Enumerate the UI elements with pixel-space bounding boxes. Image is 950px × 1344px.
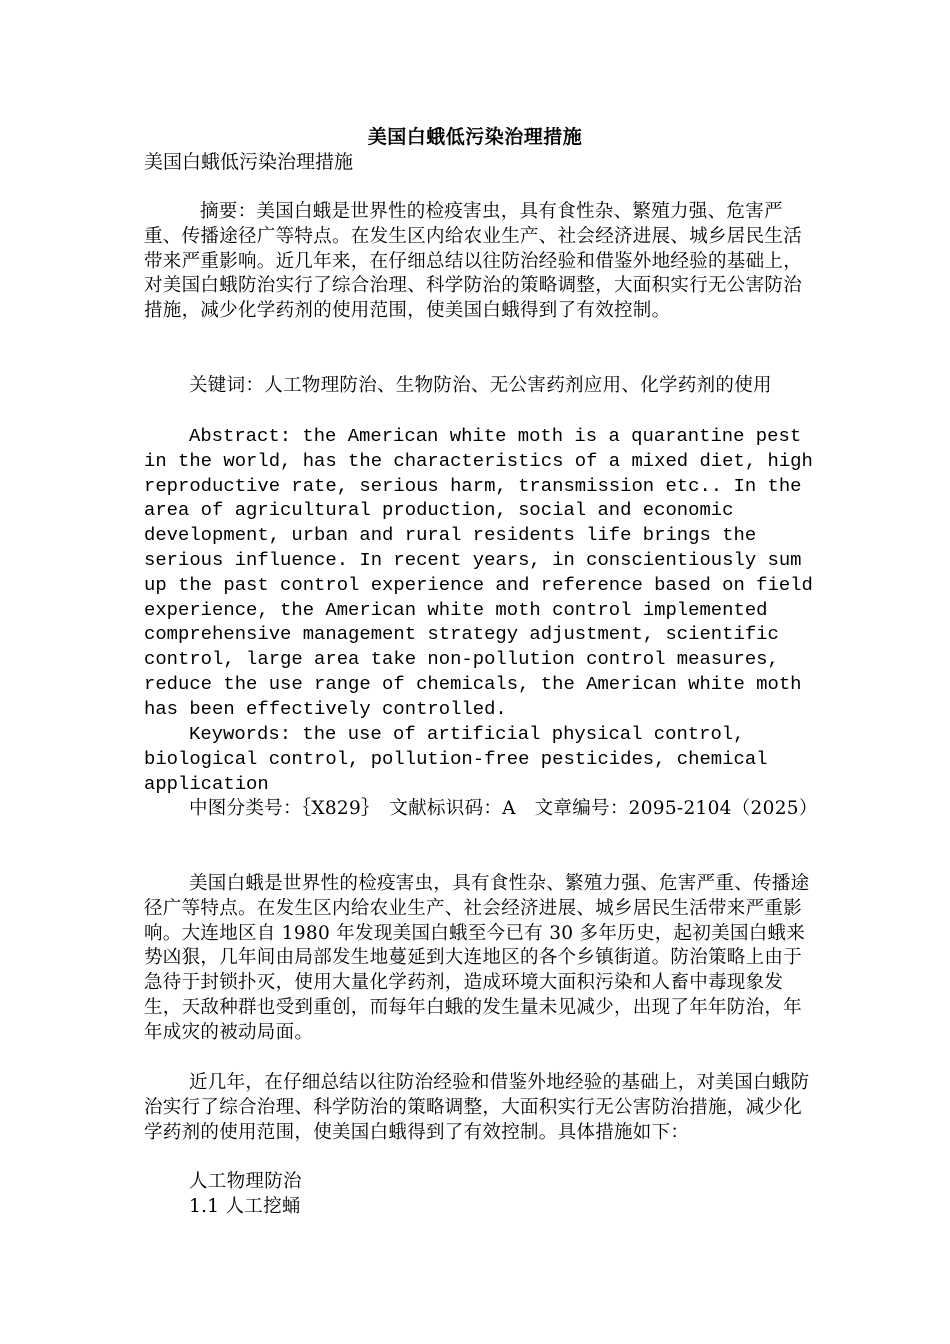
document-title: 美国白蛾低污染治理措施 — [367, 126, 583, 148]
classification-info: 中图分类号：｛X829｝ 文献标识码：A 文章编号：2095-2104（2025） — [189, 798, 818, 819]
section-heading-1-1 — [144, 1195, 814, 1220]
keywords-english: Keywords: the use of artificial physical control, biological control, pollution-free pesticides, chemical application — [144, 723, 768, 795]
body-paragraph-1: 美国白蛾是世界性的检疫害虫，具有食性杂、繁殖力强、危害严重、传播途径广等特点。在发生区内给农业生产、社会经济进展、城乡居民生活带来严重影响。大连地区自 1980 年发现美国白蛾至今已有 30 多年历史，起初美国白蛾来势凶狠，几年间由局部发生地蔓延到大连地区的各个乡镇街道。防治策略上由于急待于封锁扑灭，使用大量化学药剂，造成环境大面积污染和人畜中毒现象发生，天敌种群也受到重创，而每年白蛾的发生量未见减少，出现了年年防治，年年成灾的被动局面。 — [144, 873, 810, 1043]
section-heading-1-1-text: 1.1 人工挖蛹 — [189, 1196, 301, 1217]
section-heading-1 — [144, 1170, 814, 1195]
abstract-english: Abstract: the American white moth is a quarantine pest in the world, has the characteristics of a mixed diet, high reproductive rate, serious harm, transmission etc.. In the area of agricultural production, social and economic development, urban and rural residents life brings the serious influence. In recent years, in conscientiously sum up the past control experience and reference based on field experience, the American white moth control implemented comprehensive management strategy adjustment, scientific control, large area take non-pollution control measures, reduce the use range of chemicals, the American white moth has been effectively controlled. — [144, 425, 813, 720]
section-heading-1-text: 人工物理防治 — [189, 1171, 302, 1192]
abstract-chinese: 摘要：美国白蛾是世界性的检疫害虫，具有食性杂、繁殖力强、危害严重、传播途径广等特点。在发生区内给农业生产、社会经济进展、城乡居民生活带来严重影响。近几年来，在仔细总结以往防治经验和借鉴外地经验的基础上，对美国白蛾防治实行了综合治理、科学防治的策略调整，大面积实行无公害防治措施，减少化学药剂的使用范围，使美国白蛾得到了有效控制。 — [144, 201, 803, 322]
document-subtitle: 美国白蛾低污染治理措施 — [144, 151, 354, 173]
body-paragraph-2: 近几年，在仔细总结以往防治经验和借鉴外地经验的基础上，对美国白蛾防治实行了综合治理、科学防治的策略调整，大面积实行无公害防治措施，减少化学药剂的使用范围，使美国白蛾得到了有效控制。具体措施如下： — [144, 1072, 810, 1143]
keywords-chinese: 关键词：人工物理防治、生物防治、无公害药剂应用、化学药剂的使用 — [189, 375, 772, 396]
